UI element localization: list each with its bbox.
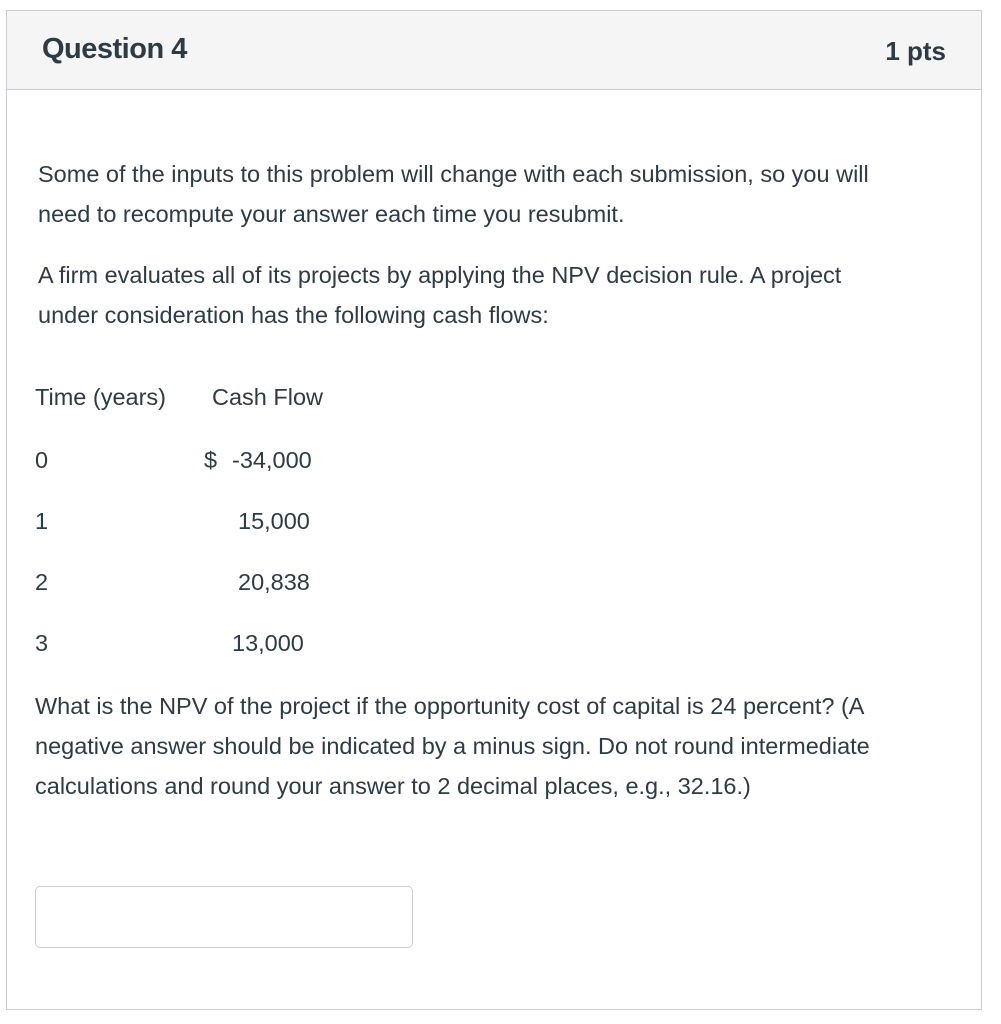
question-header — [7, 11, 981, 90]
table-row-cash-flow: 13,000 — [232, 630, 304, 656]
currency-symbol: $ — [204, 447, 218, 473]
table-row-time: 0 — [35, 447, 49, 473]
table-row-cash-flow: 20,838 — [238, 569, 310, 595]
table-row-time: 2 — [35, 569, 49, 595]
table-row-cash-flow: 15,000 — [238, 508, 310, 534]
table-row-time: 3 — [35, 630, 49, 656]
question-points: 1 pts — [885, 36, 946, 66]
question-prompt: What is the NPV of the project if the opportunity cost of capital is 24 percent? (A negative answer should be indicated by a minus sign. Do not round intermediate calculations and round your answer to 2 decimal places, e.g., 32.16.) — [35, 693, 870, 799]
table-header-time: Time (years) — [35, 384, 166, 410]
table-row-cash-flow: -34,000 — [232, 447, 312, 473]
setup-text: A firm evaluates all of its projects by applying the NPV decision rule. A project under consideration has the following cash flows: — [38, 262, 842, 328]
question-title: Question 4 — [42, 33, 187, 65]
table-header-cash-flow: Cash Flow — [212, 384, 324, 410]
intro-text: Some of the inputs to this problem will change with each submission, so you will need to recompute your answer each time you resubmit. — [38, 161, 869, 227]
table-row-time: 1 — [35, 508, 49, 534]
answer-input[interactable] — [35, 886, 413, 948]
